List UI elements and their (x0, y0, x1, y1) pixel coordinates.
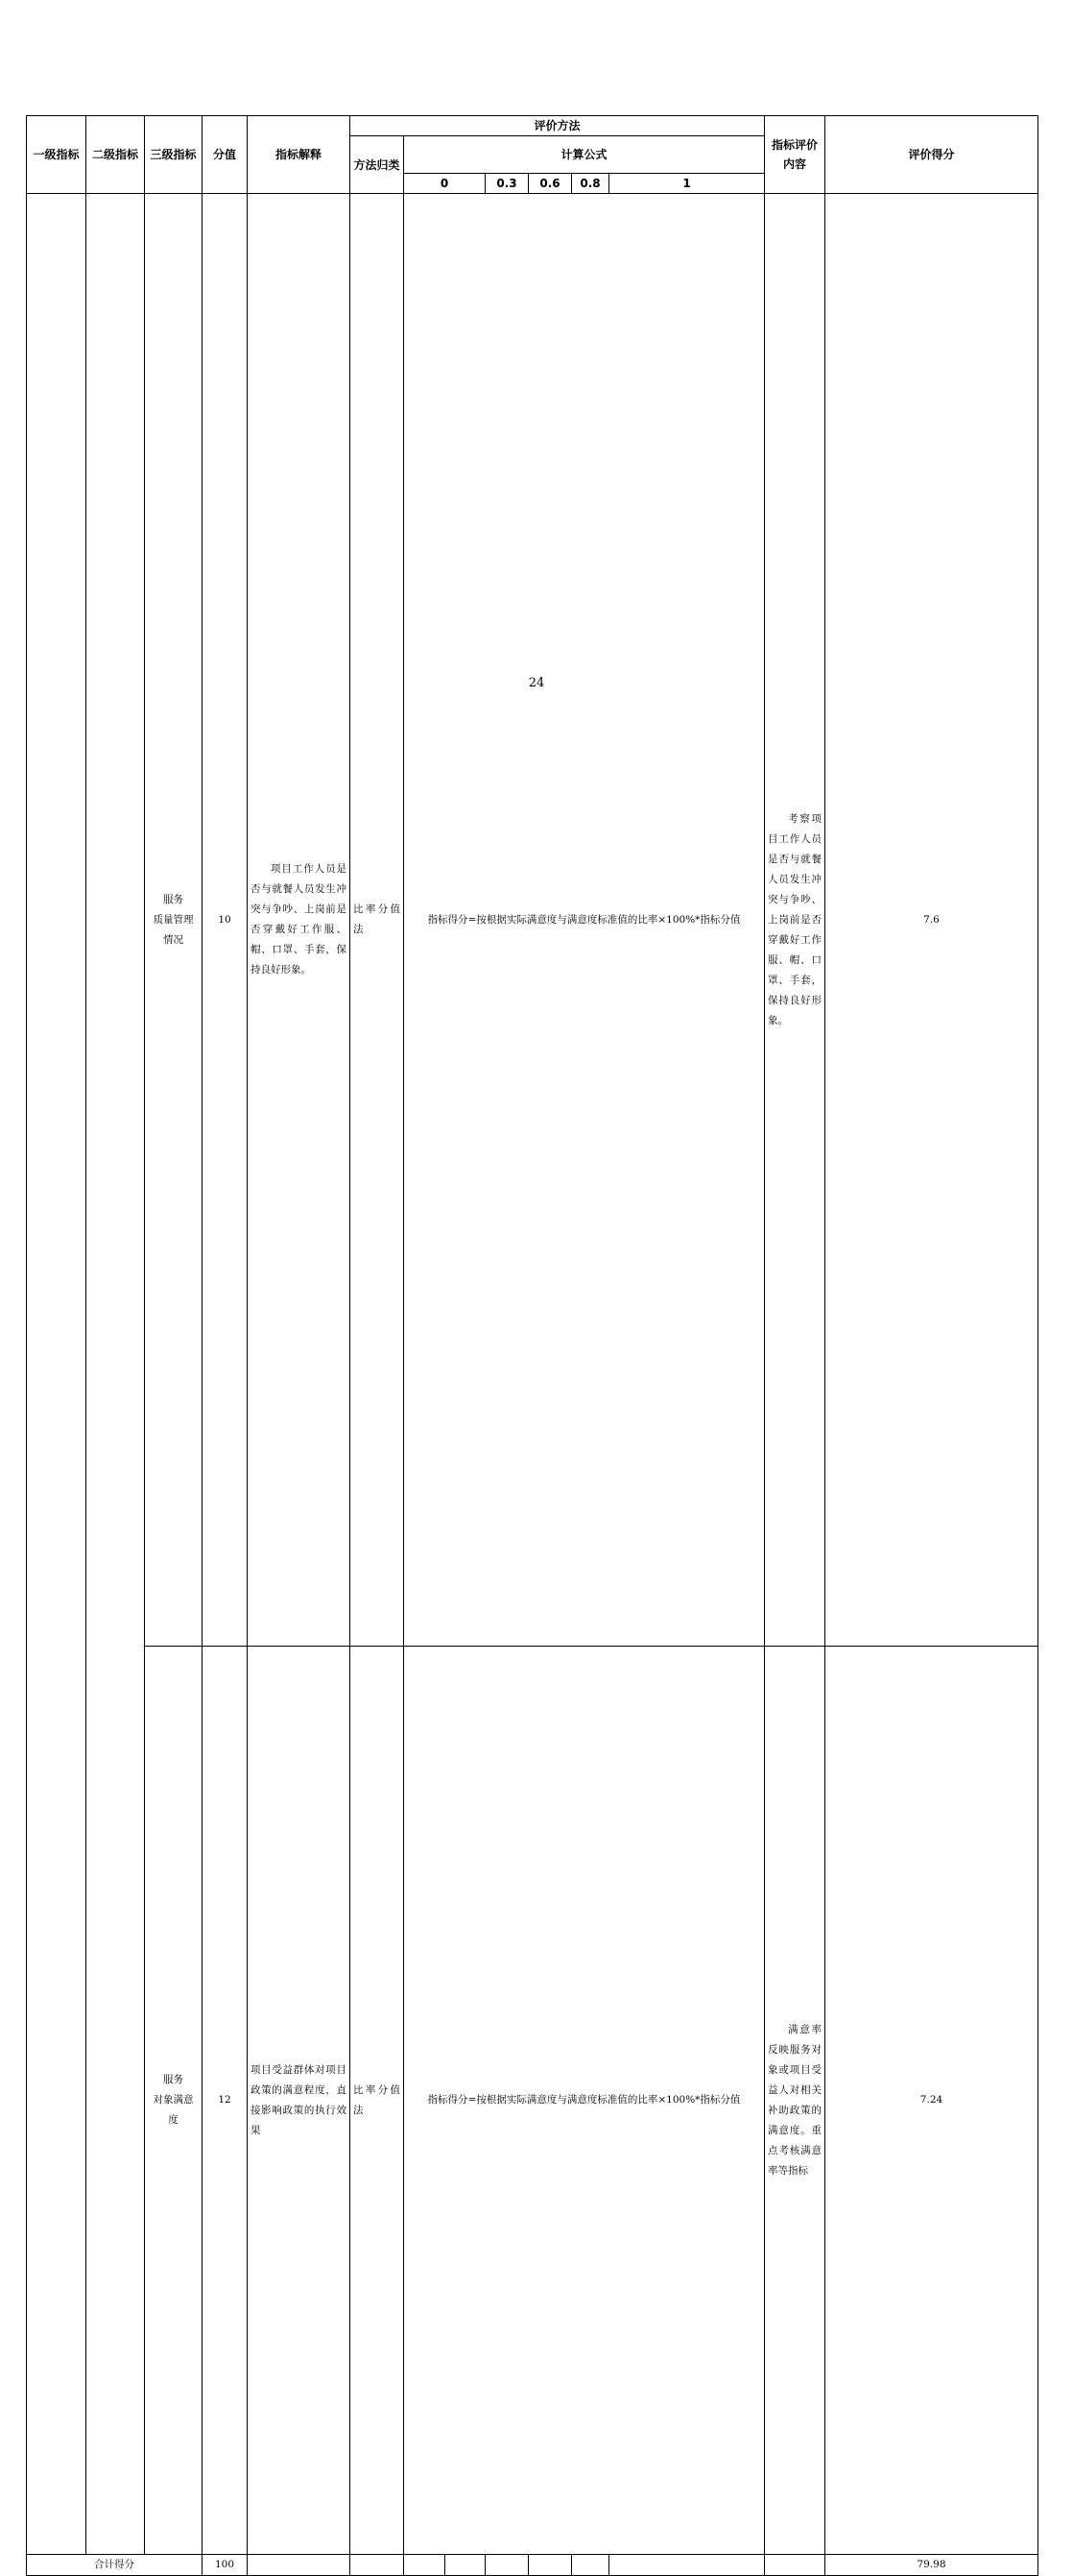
result-cell: 7.24 (825, 1647, 1038, 2555)
total-result: 79.98 (825, 2555, 1038, 2576)
method-cell: 比率分值法 (350, 1647, 404, 2555)
header-method-type: 方法归类 (350, 136, 404, 194)
explanation-cell: 项目工作人员是否与就餐人员发生冲突与争吵、上岗前是否穿戴好工作服、帽、口罩、手套，保持良好形象。 (248, 194, 350, 1647)
formula-cell: 指标得分=按根据实际满意度与满意度标准值的比率×100%*指标分值 (404, 194, 765, 1647)
header-formula-col-3: 0.8 (572, 174, 609, 194)
empty-cell (529, 2555, 572, 2576)
header-formula-col-0: 0 (404, 174, 486, 194)
total-score: 100 (203, 2555, 248, 2576)
empty-cell (765, 2555, 825, 2576)
level3-line: 对象满意 (153, 2094, 194, 2106)
level3-line: 服务 (163, 2074, 183, 2085)
level3-line: 情况 (163, 933, 183, 946)
level2-cell (86, 194, 145, 2555)
content-cell: 满意率反映服务对象或项目受益人对相关补助政策的满意度。重点考核满意率等指标 (765, 1647, 825, 2555)
header-method-group: 评价方法 (350, 116, 765, 136)
content-cell: 考察项目工作人员是否与就餐人员发生冲突与争吵、上岗前是否穿戴好工作服、帽、口罩、手套，保持良好形象。 (765, 194, 825, 1647)
level3-line: 服务 (163, 893, 183, 905)
level3-cell (145, 194, 203, 1647)
table-row (27, 1647, 1038, 2555)
empty-cell (350, 2555, 404, 2576)
page-number: 24 (528, 676, 545, 690)
level3-line: 度 (168, 2114, 179, 2126)
empty-cell (609, 2555, 765, 2576)
level3-line: 质量管理 (153, 913, 194, 926)
header-formula-col-1: 0.3 (486, 174, 529, 194)
level3-cell (145, 1647, 203, 2555)
empty-cell (486, 2555, 529, 2576)
header-result: 评价得分 (825, 116, 1038, 194)
header-level1: 一级指标 (27, 116, 86, 194)
total-row (27, 2555, 1038, 2576)
result-cell: 7.6 (825, 194, 1038, 1647)
header-score: 分值 (203, 116, 248, 194)
score-cell: 12 (203, 1647, 248, 2555)
header-level3: 三级指标 (145, 116, 203, 194)
total-label: 合计得分 (27, 2555, 203, 2576)
empty-cell (248, 2555, 350, 2576)
score-cell: 10 (203, 194, 248, 1647)
evaluation-table (26, 115, 1038, 2576)
header-formula-col-4: 1 (609, 174, 765, 194)
header-explanation: 指标解释 (248, 116, 350, 194)
empty-cell (445, 2555, 486, 2576)
level1-cell (27, 194, 86, 2555)
header-level2: 二级指标 (86, 116, 145, 194)
table-row (27, 194, 1038, 1647)
explanation-cell: 项目受益群体对项目政策的满意程度，直接影响政策的执行效果 (248, 1647, 350, 2555)
header-formula: 计算公式 (404, 136, 765, 174)
empty-cell (404, 2555, 445, 2576)
header-content: 指标评价内容 (765, 116, 825, 194)
header-formula-col-2: 0.6 (529, 174, 572, 194)
empty-cell (572, 2555, 609, 2576)
formula-cell: 指标得分=按根据实际满意度与满意度标准值的比率×100%*指标分值 (404, 1647, 765, 2555)
method-cell: 比率分值法 (350, 194, 404, 1647)
